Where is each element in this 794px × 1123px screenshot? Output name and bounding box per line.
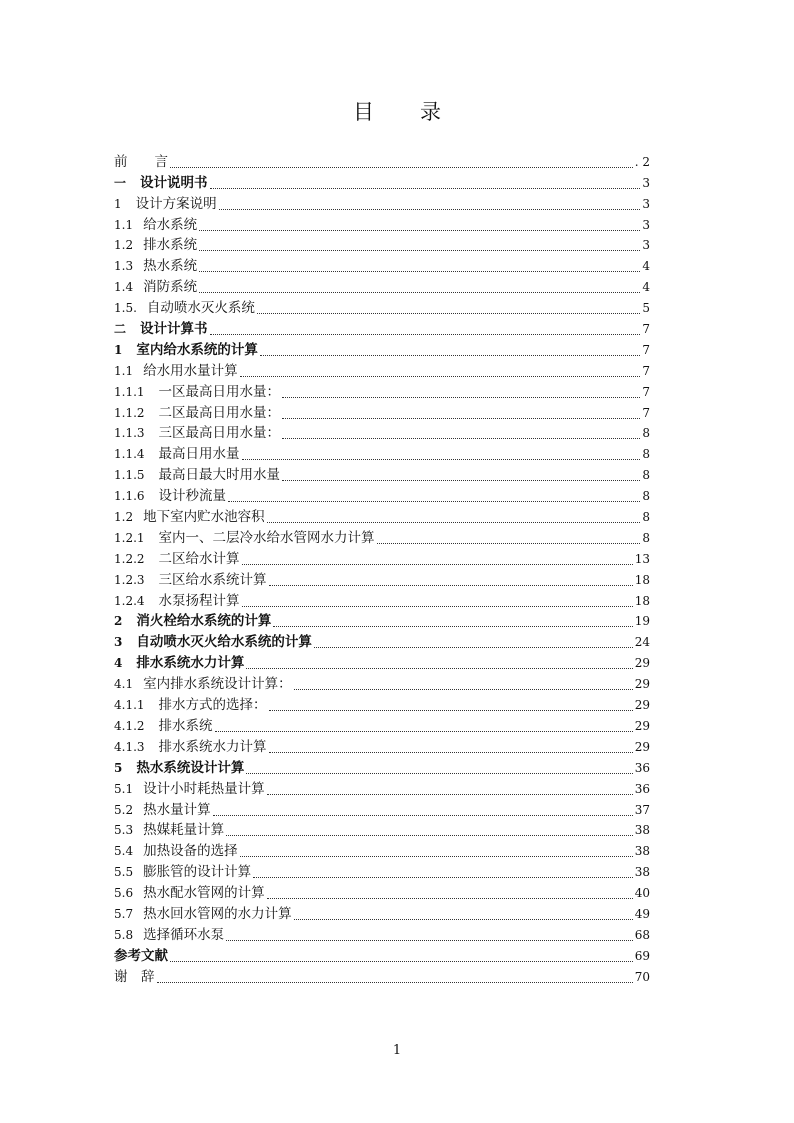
- toc-entry-page: 24: [634, 635, 650, 650]
- toc-entry-heading: [114, 384, 280, 401]
- toc-entry[interactable]: [114, 359, 650, 380]
- toc-entry-heading: [114, 655, 244, 672]
- toc-entry-number: 1.1.4: [114, 447, 145, 462]
- toc-leader-dots: [213, 801, 633, 816]
- toc-entry-heading: [114, 425, 280, 442]
- toc-entry[interactable]: [114, 839, 650, 860]
- toc-entry-heading: [114, 300, 255, 317]
- toc-entry-number: 一: [114, 175, 127, 190]
- toc-entry-label: 给水用水量计算: [143, 362, 238, 379]
- toc-entry-number: 5: [114, 760, 123, 775]
- toc-entry[interactable]: [114, 568, 650, 589]
- toc-entry-heading: [114, 279, 197, 296]
- toc-entry-heading: [114, 572, 267, 589]
- toc-leader-dots: [377, 529, 640, 544]
- toc-entry-number: 1: [114, 342, 123, 357]
- toc-entry-page: 4: [642, 259, 650, 274]
- toc-entry-label: 地下室内贮水池容积: [143, 509, 265, 526]
- toc-entry-heading: [114, 739, 267, 756]
- toc-entry-label: 排水方式的选择：: [158, 697, 267, 714]
- toc-entry-heading: [114, 509, 265, 526]
- toc-entry-label: 室内排水系统设计计算：: [143, 676, 292, 693]
- toc-entry-number: 4.1.1: [114, 698, 145, 713]
- page-number: 1: [392, 1043, 402, 1058]
- toc-entry[interactable]: [114, 610, 650, 631]
- toc-entry-number: 1.1.3: [114, 426, 145, 441]
- title-left-char: 目: [353, 100, 374, 124]
- toc-entry-label: 排水系统水力计算: [136, 655, 245, 672]
- toc-entry[interactable]: [114, 923, 650, 944]
- toc-leader-dots: [242, 550, 633, 565]
- toc-entry-heading: [114, 488, 226, 505]
- toc-entry-heading: [114, 634, 312, 651]
- toc-leader-dots: [210, 320, 640, 335]
- toc-entry-label: 排水系统水力计算: [158, 738, 267, 755]
- toc-entry[interactable]: [114, 860, 650, 881]
- toc-entry-number: 5.5: [114, 865, 134, 880]
- toc-leader-dots: [267, 508, 640, 523]
- toc-entry-number: 1.1: [114, 217, 134, 232]
- toc-entry-heading: [114, 843, 238, 860]
- toc-entry-label: 热水回水管网的水力计算: [143, 905, 292, 922]
- toc-entry[interactable]: [114, 735, 650, 756]
- toc-entry-label: 最高日用水量: [158, 446, 240, 463]
- toc-entry[interactable]: [114, 526, 650, 547]
- toc-leader-dots: [228, 487, 640, 502]
- toc-entry-page: 4: [642, 280, 650, 295]
- toc-entry-label: 设计说明书: [140, 174, 208, 191]
- toc-entry-label: 消防系统: [143, 279, 198, 296]
- toc-entry-heading: [114, 154, 168, 171]
- toc-entry-heading: [114, 551, 240, 568]
- toc-entry-page: 38: [634, 823, 650, 838]
- toc-leader-dots: [267, 884, 633, 899]
- toc-entry-number: 1.1.6: [114, 489, 145, 504]
- toc-leader-dots: [282, 383, 640, 398]
- toc-entry-heading: [114, 864, 251, 881]
- toc-entry-heading: [114, 885, 265, 902]
- toc-entry-number: 5.6: [114, 886, 134, 901]
- toc-entry[interactable]: [114, 819, 650, 840]
- toc-entry-number: 3: [114, 635, 123, 650]
- toc-entry-page: 8: [642, 447, 650, 462]
- toc-entry-heading: [114, 530, 375, 547]
- toc-entry[interactable]: [114, 422, 650, 443]
- toc-entry-number: 1.2.2: [114, 551, 145, 566]
- toc-entry-number: 1.1.2: [114, 405, 145, 420]
- toc-entry[interactable]: [114, 630, 650, 651]
- toc-entry-number: 1.2.1: [114, 530, 145, 545]
- toc-entry-number: 5.4: [114, 844, 134, 859]
- toc-entry-page: 7: [642, 322, 650, 337]
- toc-entry-label: 二区最高日用水量：: [158, 404, 281, 421]
- toc-entry[interactable]: [114, 965, 650, 986]
- toc-entry[interactable]: [114, 651, 650, 672]
- toc-entry-page: 38: [634, 844, 650, 859]
- toc-entry-number: 1.2: [114, 238, 134, 253]
- toc-entry-heading: [114, 613, 271, 630]
- toc-entry[interactable]: [114, 401, 650, 422]
- toc-entry-label: 设计方案说明: [135, 195, 217, 212]
- toc-leader-dots: [240, 842, 633, 857]
- toc-entry-label: 热水配水管网的计算: [143, 885, 265, 902]
- toc-entry-number: 1.2.4: [114, 593, 145, 608]
- toc-entry-number: 2: [114, 614, 123, 629]
- toc-entry-heading: [114, 217, 197, 234]
- toc-leader-dots: [267, 780, 633, 795]
- toc-entry-page: 36: [634, 760, 650, 775]
- toc-entry-heading: [114, 697, 267, 714]
- toc-entry-label: 膨胀管的设计计算: [143, 864, 252, 881]
- toc-entry[interactable]: [114, 672, 650, 693]
- toc-entry[interactable]: [114, 777, 650, 798]
- toc-entry-page: 37: [634, 802, 650, 817]
- toc-leader-dots: [246, 759, 632, 774]
- toc-entry-label: 前 言: [114, 153, 168, 170]
- toc-leader-dots: [257, 299, 640, 314]
- toc-leader-dots: [294, 905, 633, 920]
- toc-entry-page: 36: [634, 781, 650, 796]
- toc-entry-number: 4.1.3: [114, 739, 145, 754]
- toc-entry-heading: [114, 237, 197, 254]
- toc-entry-page: 49: [634, 906, 650, 921]
- toc-entry-number: 5.3: [114, 823, 134, 838]
- toc-entry-number: 1.3: [114, 259, 134, 274]
- toc-leader-dots: [199, 257, 640, 272]
- toc-entry[interactable]: [114, 693, 650, 714]
- toc-entry-page: 3: [642, 196, 650, 211]
- toc-entry-heading: [114, 405, 280, 422]
- toc-entry-heading: [114, 446, 240, 463]
- toc-leader-dots: [269, 571, 633, 586]
- toc-entry-heading: [114, 969, 155, 986]
- toc-entry-label: 热水系统: [143, 258, 198, 275]
- toc-entry-label: 消火栓给水系统的计算: [136, 613, 272, 630]
- toc-entry-page: 18: [634, 593, 650, 608]
- toc-leader-dots: [199, 236, 640, 251]
- toc-entry-label: 自动喷水灭火系统: [146, 300, 255, 317]
- toc-entry-label: 谢 辞: [114, 968, 155, 985]
- toc-entry-label: 热水量计算: [143, 801, 211, 818]
- toc-entry-page: 8: [642, 510, 650, 525]
- toc-entry-heading: [114, 175, 208, 192]
- toc-entry-heading: [114, 593, 240, 610]
- toc-entry-page: 5: [642, 301, 650, 316]
- page-title: [0, 96, 794, 126]
- toc-leader-dots: [215, 717, 633, 732]
- toc-entry-page: 8: [642, 468, 650, 483]
- toc-entry-label: 选择循环水泵: [143, 926, 225, 943]
- toc-entry-heading: [114, 196, 217, 213]
- toc-entry-page: 40: [634, 886, 650, 901]
- toc-entry-page: 8: [642, 530, 650, 545]
- toc-entry-heading: [114, 467, 280, 484]
- toc-leader-dots: [226, 821, 633, 836]
- toc-entry-label: 最高日最大时用水量: [158, 467, 281, 484]
- toc-entry-number: 5.7: [114, 906, 134, 921]
- toc-entry[interactable]: [114, 881, 650, 902]
- toc-entry-number: 1.1.1: [114, 384, 145, 399]
- toc-entry-number: 1.4: [114, 280, 134, 295]
- toc-entry-page: 7: [642, 363, 650, 378]
- toc-entry-number: 1: [114, 196, 122, 211]
- toc-entry-page: 29: [634, 739, 650, 754]
- toc-leader-dots: [282, 466, 640, 481]
- toc-leader-dots: [282, 404, 640, 419]
- toc-entry[interactable]: [114, 944, 650, 965]
- toc-leader-dots: [242, 592, 633, 607]
- toc-entry-page: 8: [642, 489, 650, 504]
- toc-entry-page: 68: [634, 927, 650, 942]
- toc-entry-page: 3: [642, 217, 650, 232]
- toc-entry-number: 1.1.5: [114, 468, 145, 483]
- toc-entry-label: 排水系统: [143, 237, 198, 254]
- toc-entry[interactable]: [114, 547, 650, 568]
- toc-leader-dots: [294, 675, 633, 690]
- toc-entry[interactable]: [114, 213, 650, 234]
- toc-entry-page: 8: [642, 426, 650, 441]
- toc-leader-dots: [314, 633, 633, 648]
- toc-entry-label: 排水系统: [158, 717, 213, 734]
- toc-entry-label: 设计秒流量: [158, 488, 227, 505]
- toc-entry-heading: [114, 760, 244, 777]
- toc-entry-number: 1.1: [114, 363, 134, 378]
- toc-entry-number: 1.5.: [114, 301, 137, 316]
- toc-leader-dots: [240, 362, 640, 377]
- toc-entry[interactable]: [114, 275, 650, 296]
- toc-entry-number: 1.2.3: [114, 572, 145, 587]
- toc-entry-label: 自动喷水灭火给水系统的计算: [136, 634, 312, 651]
- toc-leader-dots: [282, 424, 640, 439]
- toc-entry-label: 参考文献: [114, 947, 168, 964]
- toc-entry-label: 室内给水系统的计算: [136, 341, 258, 358]
- toc-entry-number: 5.1: [114, 781, 134, 796]
- toc-entry-page: 7: [642, 384, 650, 399]
- toc-entry-page: 69: [634, 948, 650, 963]
- toc-entry[interactable]: [114, 171, 650, 192]
- toc-leader-dots: [199, 216, 640, 231]
- toc-entry[interactable]: [114, 380, 650, 401]
- toc-leader-dots: [199, 278, 640, 293]
- toc-entry-heading: [114, 802, 211, 819]
- toc-entry-number: 4: [114, 656, 123, 671]
- toc-entry-page: 13: [634, 551, 650, 566]
- toc-entry[interactable]: [114, 150, 650, 171]
- toc-entry-label: 室内一、二层冷水给水管网水力计算: [158, 529, 375, 546]
- toc-entry-label: 热水系统设计计算: [136, 759, 245, 776]
- toc-leader-dots: [170, 153, 633, 168]
- toc-entry[interactable]: [114, 296, 650, 317]
- toc-entry-number: 5.2: [114, 802, 134, 817]
- toc-entry-heading: [114, 718, 213, 735]
- toc-entry[interactable]: [114, 254, 650, 275]
- toc-entry-heading: [114, 948, 168, 965]
- toc-leader-dots: [269, 696, 633, 711]
- toc-leader-dots: [246, 654, 632, 669]
- toc-entry-page: 38: [634, 865, 650, 880]
- toc-leader-dots: [273, 612, 632, 627]
- toc-entry-heading: [114, 927, 224, 944]
- toc-leader-dots: [170, 947, 633, 962]
- toc-entry-page: 29: [634, 718, 650, 733]
- toc-entry-label: 水泵扬程计算: [158, 592, 240, 609]
- toc-entry[interactable]: [114, 505, 650, 526]
- toc-entry[interactable]: [114, 756, 650, 777]
- toc-entry-label: 给水系统: [143, 216, 198, 233]
- toc-entry-label: 二区给水计算: [158, 550, 240, 567]
- toc-entry-page: 3: [642, 175, 650, 190]
- toc-entry-page: 29: [634, 677, 650, 692]
- toc-entry-page: 19: [634, 614, 650, 629]
- toc-leader-dots: [226, 926, 633, 941]
- toc-entry[interactable]: [114, 798, 650, 819]
- toc-entry-page: 7: [642, 405, 650, 420]
- toc-entry[interactable]: [114, 714, 650, 735]
- toc-entry[interactable]: [114, 484, 650, 505]
- table-of-contents: [114, 150, 650, 986]
- toc-leader-dots: [253, 863, 633, 878]
- toc-entry[interactable]: [114, 463, 650, 484]
- toc-entry[interactable]: [114, 317, 650, 338]
- toc-entry-heading: [114, 321, 208, 338]
- toc-entry[interactable]: [114, 338, 650, 359]
- toc-entry-page: 29: [634, 656, 650, 671]
- toc-leader-dots: [157, 968, 633, 983]
- toc-entry[interactable]: [114, 589, 650, 610]
- toc-leader-dots: [260, 341, 640, 356]
- toc-entry-heading: [114, 822, 224, 839]
- toc-entry-label: 热媒耗量计算: [143, 822, 225, 839]
- toc-entry[interactable]: [114, 192, 650, 213]
- toc-entry-heading: [114, 363, 238, 380]
- toc-entry-label: 设计计算书: [140, 321, 208, 338]
- toc-entry-page: . 2: [634, 154, 650, 169]
- toc-entry-number: 4.1: [114, 677, 134, 692]
- toc-entry[interactable]: [114, 442, 650, 463]
- toc-entry-number: 4.1.2: [114, 718, 145, 733]
- toc-entry-label: 三区最高日用水量：: [158, 425, 281, 442]
- toc-entry-page: 18: [634, 572, 650, 587]
- toc-entry-label: 加热设备的选择: [143, 843, 238, 860]
- toc-entry-heading: [114, 676, 292, 693]
- toc-entry-heading: [114, 342, 258, 359]
- toc-entry-label: 设计小时耗热量计算: [143, 780, 265, 797]
- toc-entry[interactable]: [114, 234, 650, 255]
- toc-entry-number: 1.2: [114, 510, 134, 525]
- toc-entry[interactable]: [114, 902, 650, 923]
- toc-entry-page: 7: [642, 342, 650, 357]
- toc-entry-heading: [114, 906, 292, 923]
- toc-entry-label: 三区给水系统计算: [158, 571, 267, 588]
- toc-entry-number: 5.8: [114, 927, 134, 942]
- toc-leader-dots: [242, 445, 640, 460]
- toc-entry-label: 一区最高日用水量：: [158, 383, 281, 400]
- toc-entry-number: 二: [114, 322, 127, 337]
- toc-entry-heading: [114, 781, 265, 798]
- toc-entry-page: 3: [642, 238, 650, 253]
- toc-entry-heading: [114, 258, 197, 275]
- toc-entry-page: 29: [634, 698, 650, 713]
- toc-leader-dots: [269, 738, 633, 753]
- toc-leader-dots: [219, 195, 640, 210]
- toc-leader-dots: [210, 174, 640, 189]
- title-right-char: 录: [420, 100, 441, 124]
- toc-entry-page: 70: [634, 969, 650, 984]
